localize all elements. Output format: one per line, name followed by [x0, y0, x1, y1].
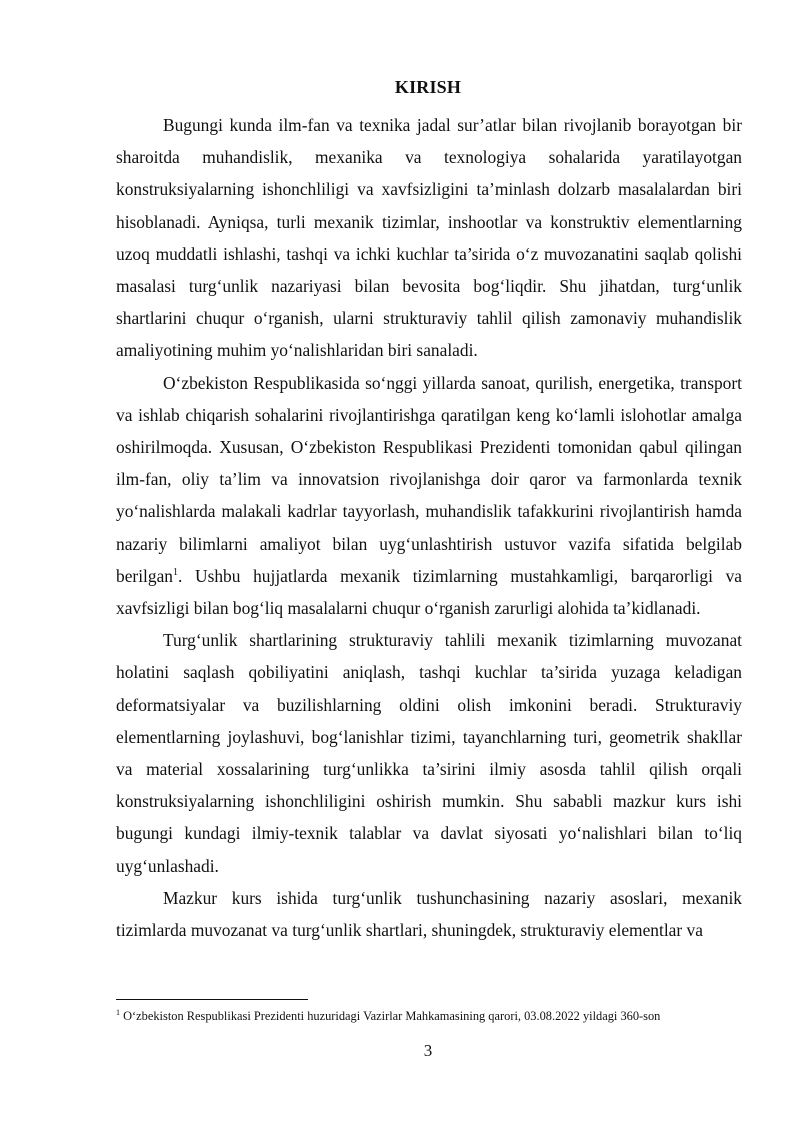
paragraph-2: [116, 367, 742, 625]
section-title: KIRISH: [394, 77, 462, 97]
footnote-mark: 1: [116, 1007, 120, 1017]
paragraph-3: Turg‘unlik shartlarining strukturaviy tahlili mexanik tizimlarning muvozanat holatini saqlash qobiliyatini aniqlash, tashqi kuchlar ta’sirida yuzaga keladigan deformatsiyalar va buzilishlarning oldini olish imkonini beradi. Strukturaviy elementlarning joylashuvi, bog‘lanishlar tizimi, tayanchlarning turi, geometrik shakllar va material xossalarining turg‘unlikka ta’sirini ilmiy asosda tahlil qilish orqali konstruksiyalarning ishonchliligini oshirish mumkin. Shu sababli mazkur kurs ishi bugungi kundagi ilmiy-texnik talablar va davlat siyosati yo‘nalishlari bilan to‘liq uyg‘unlashadi.: [116, 630, 742, 876]
paragraph-4: Mazkur kurs ishida turg‘unlik tushunchasining nazariy asoslari, mexanik tizimlarda muvozanat va turg‘unlik shartlari, shuningdek, strukturaviy elementlar va: [116, 887, 742, 941]
paragraph-2-text-before-ref: O‘zbekiston Respublikasida so‘nggi yillarda sanoat, qurilish, energetika, transport va ishlab chiqarish sohalarini rivojlantirishga qaratilgan keng ko‘lamli islohotlar amalga oshirilmoqda. Xususan, O‘zbekiston Respublikasi Prezidenti tomonidan qabul qilingan ilm-fan, oliy ta’lim va innovatsion rivojlanishga doir qaror va farmonlarda texnik yo‘nalishlarda malakali kadrlar tayyorlash, muhandislik tafakkurini rivojlantirish hamda nazariy bilimlarni amaliyot bilan uyg‘unlashtirish ustuvor vazifa sifatida belgilab berilgan: [116, 372, 742, 586]
body-text: [116, 109, 742, 946]
paragraph-1: Bugungi kunda ilm-fan va texnika jadal sur’atlar bilan rivojlanib borayotgan bir sharoitda muhandislik, mexanika va texnologiya sohalarida yaratilayotgan konstruksiyalarning ishonchliligi va xavfsizligini ta’minlash dolzarb masalalardan biri hisoblanadi. Ayniqsa, turli mexanik tizimlar, inshootlar va konstruktiv elementlarning uzoq muddatli ishlashi, tashqi va ichki kuchlar ta’sirida o‘z muvozanatini saqlab qolishi masalasi turg‘unlik nazariyasi bilan bevosita bog‘liqdir. Shu jihatdan, turg‘unlik shartlarini chuqur o‘rganish, ularni strukturaviy tahlil qilish zamonaviy muhandislik amaliyotining muhim yo‘nalishlaridan biri sanaladi.: [116, 115, 742, 361]
footnote-divider: [116, 999, 308, 1000]
paragraph-2-text-after-ref: . Ushbu hujjatlarda mexanik tizimlarning mustahkamligi, barqarorligi va xavfsizligi bilan bog‘liq masalalarni chuqur o‘rganish zarurligi alohida ta’kidlanadi.: [116, 565, 742, 619]
footnote-reference[interactable]: 1: [172, 567, 178, 579]
page-number: 3: [423, 1041, 433, 1060]
footnote-text: O‘zbekiston Respublikasi Prezidenti huzuridagi Vazirlar Mahkamasining qarori, 03.08.2022 yildagi 360-son: [120, 1009, 661, 1023]
footnote: [116, 1008, 756, 1024]
